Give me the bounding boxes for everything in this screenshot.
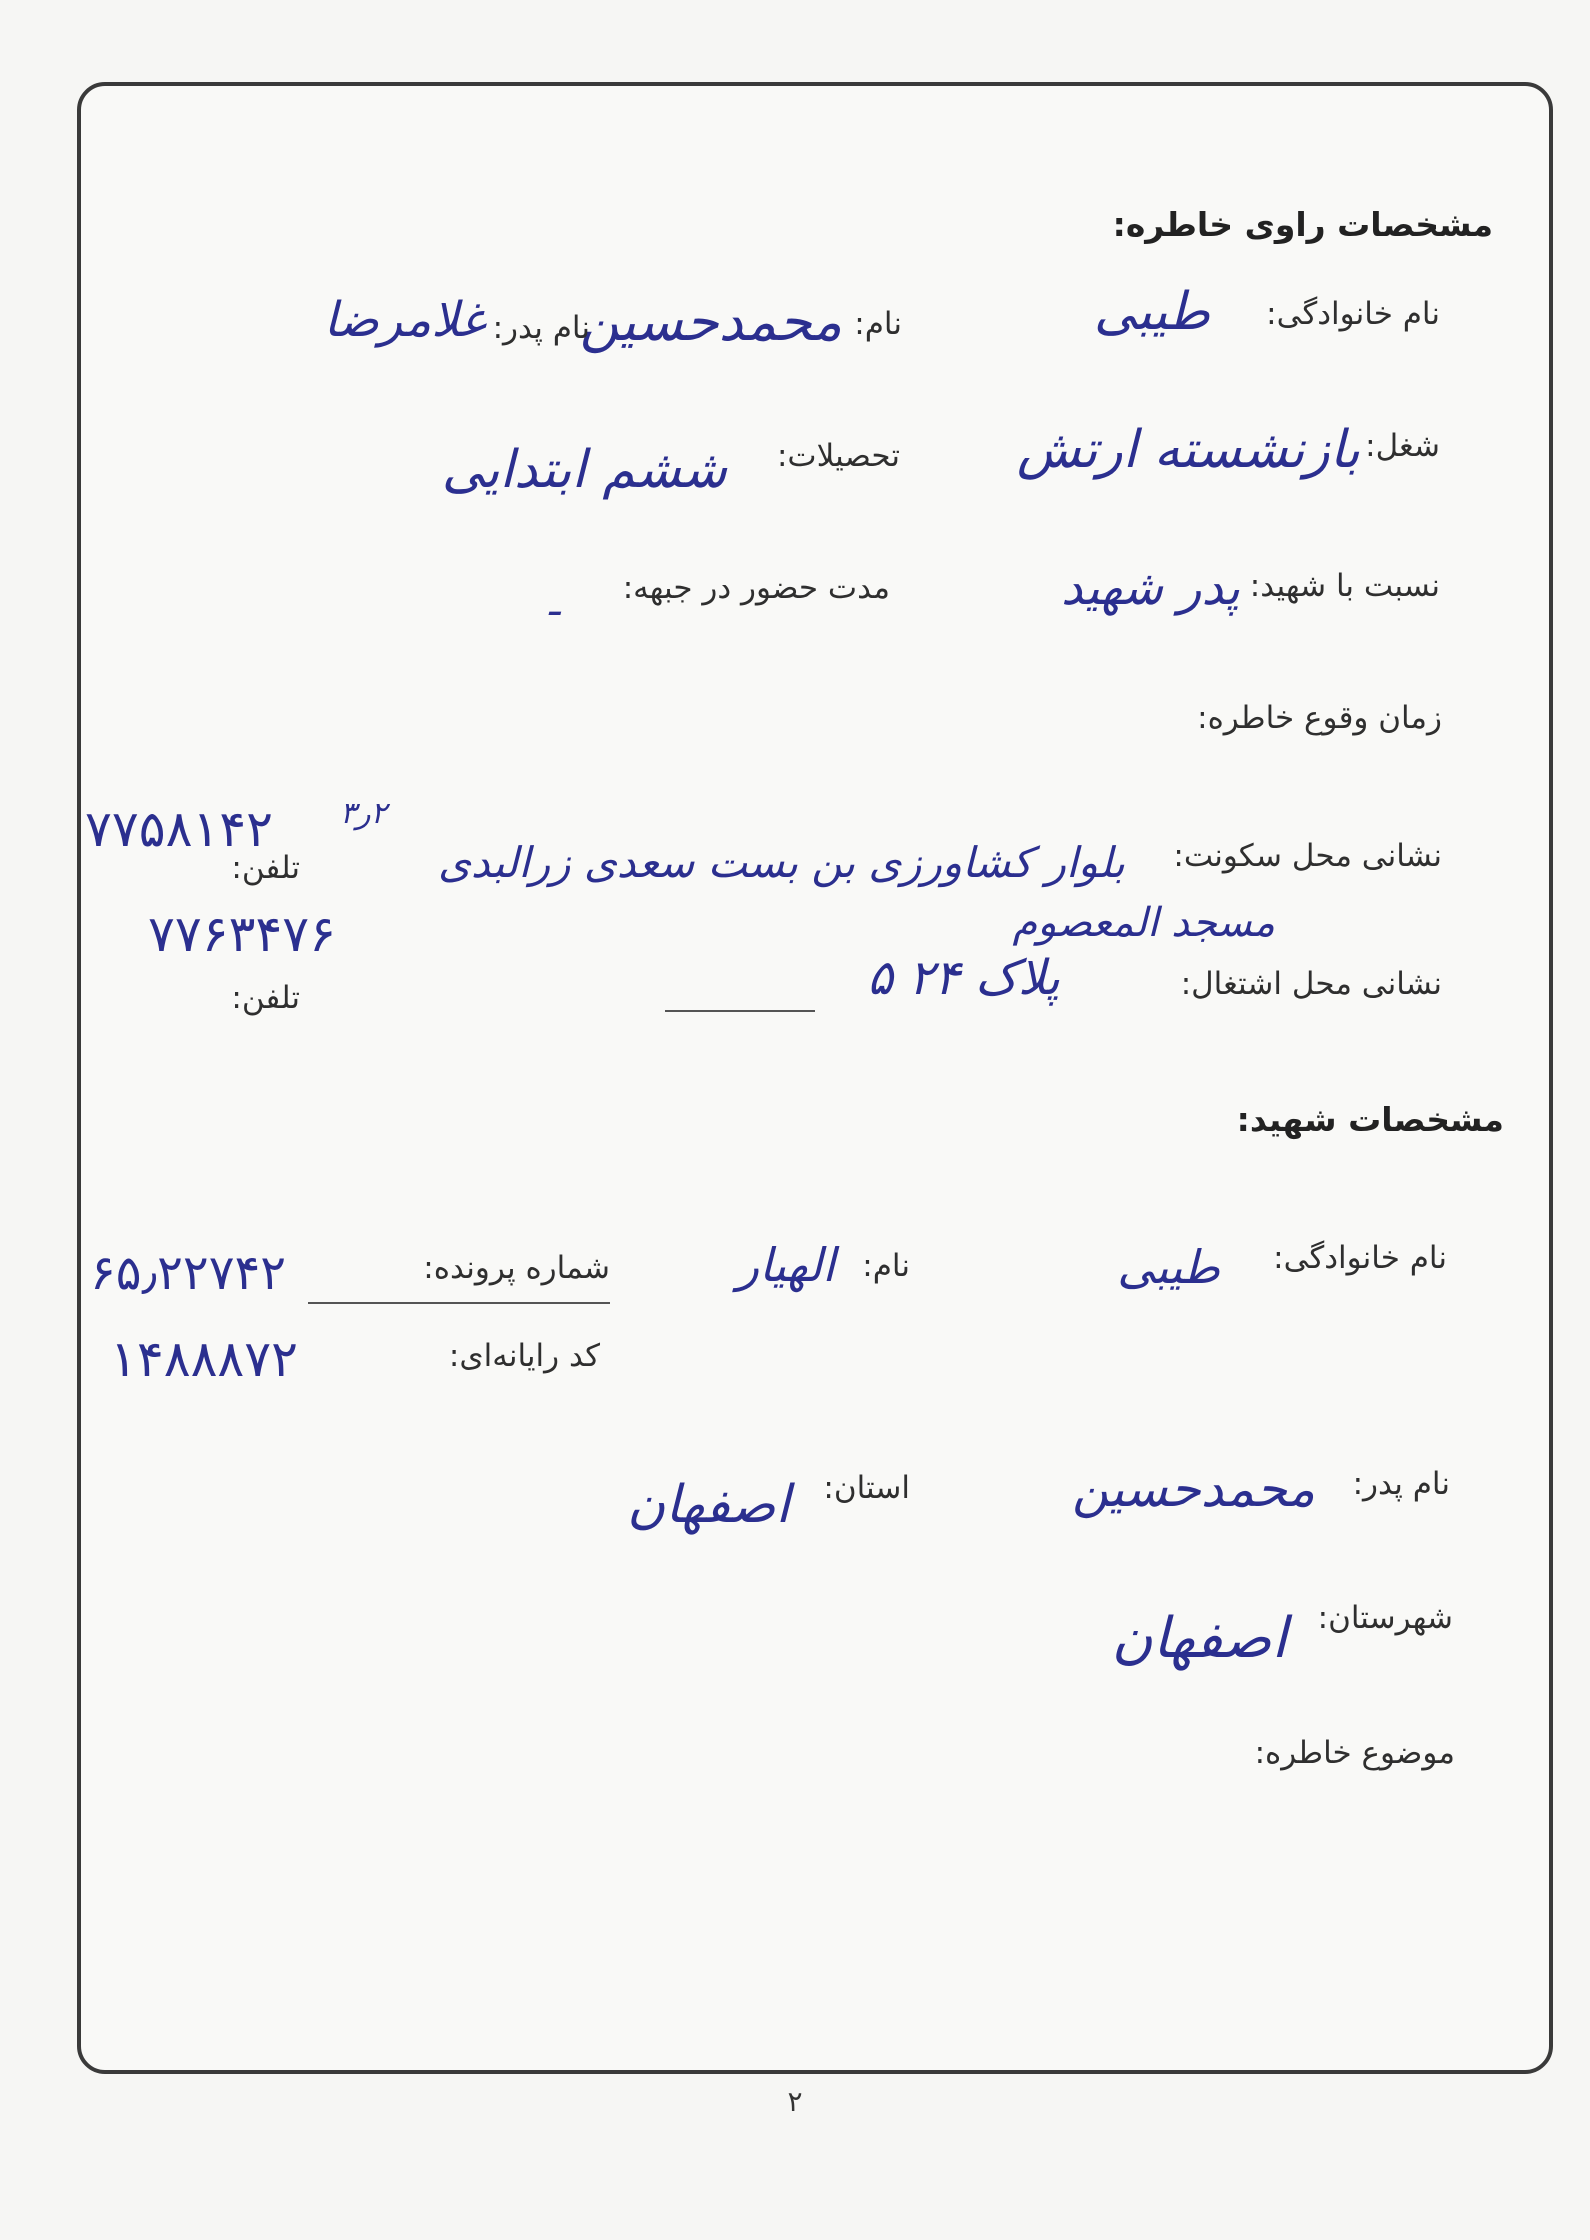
martyr-family-name-value: طیبی (1117, 1240, 1220, 1294)
narrator-home-address-value: بلوار کشاورزی بن بست سعدی زرالبدی (437, 838, 1125, 887)
narrator-name-label: نام: (854, 306, 902, 342)
narrator-heading: مشخصات راوی خاطره: (1112, 205, 1493, 244)
narrator-education-value: ششم ابتدایی (441, 440, 727, 500)
martyr-computer-code-label: کد رایانه‌ای: (448, 1338, 600, 1374)
narrator-family-name-label: نام خانوادگی: (1266, 296, 1440, 332)
narrator-work-address-label: نشانی محل اشتغال: (1180, 966, 1442, 1002)
martyr-city-label: شهرستان: (1317, 1600, 1453, 1636)
narrator-father-name-value: غلامرضا (323, 292, 485, 348)
narrator-name-value: محمدحسین (579, 290, 842, 353)
martyr-name-value: الهیار (736, 1238, 835, 1292)
narrator-work-address-value-line1: مسجد المعصوم (1012, 900, 1275, 946)
narrator-front-duration-label: مدت حضور در جبهه: (622, 570, 890, 606)
file-number-underline (308, 1302, 610, 1304)
narrator-home-address-label: نشانی محل سکونت: (1173, 838, 1442, 874)
martyr-heading: مشخصات شهید: (1236, 1100, 1504, 1139)
narrator-job-label: شغل: (1365, 428, 1440, 464)
martyr-file-number-label: شماره پرونده: (423, 1250, 610, 1286)
narrator-memory-time-label: زمان وقوع خاطره: (1197, 700, 1442, 736)
narrator-work-address-value-line2: پلاک ۲۴ ۵ (867, 950, 1060, 1006)
narrator-home-phone-value: ۷۷۵۸۱۴۲ (85, 800, 273, 858)
martyr-province-label: استان: (823, 1470, 910, 1506)
page-number: ۲ (787, 2085, 803, 2118)
martyr-topic-label: موضوع خاطره: (1254, 1735, 1455, 1771)
narrator-relation-label: نسبت با شهید: (1249, 568, 1440, 604)
narrator-home-phone-prefix: ۲ر۳ (340, 796, 387, 831)
narrator-relation-value: پدر شهید (1060, 560, 1240, 616)
martyr-name-label: نام: (862, 1248, 910, 1284)
narrator-father-name-label: نام پدر: (492, 310, 590, 346)
narrator-family-name-value: طیبی (1093, 282, 1210, 342)
martyr-family-name-label: نام خانوادگی: (1273, 1240, 1447, 1276)
martyr-father-name-value: محمدحسین (1072, 1460, 1315, 1518)
narrator-work-phone-label: تلفن: (231, 980, 300, 1016)
narrator-home-phone-label: تلفن: (231, 850, 300, 886)
narrator-front-duration-value: ـ (548, 580, 560, 624)
martyr-computer-code-value: ۱۴۸۸۸۷۲ (110, 1330, 298, 1388)
narrator-work-phone-value: ۷۷۶۳۴۷۶ (148, 905, 336, 963)
martyr-file-number-value: ۶۵٫۲۲۷۴۲ (90, 1245, 287, 1301)
martyr-province-value: اصفهان (627, 1475, 790, 1535)
narrator-education-label: تحصیلات: (776, 438, 900, 474)
martyr-city-value: اصفهان (1111, 1606, 1287, 1671)
work-address-underline (665, 1010, 815, 1012)
martyr-father-name-label: نام پدر: (1352, 1466, 1450, 1502)
narrator-job-value: بازنشسته ارتش (1016, 420, 1360, 480)
